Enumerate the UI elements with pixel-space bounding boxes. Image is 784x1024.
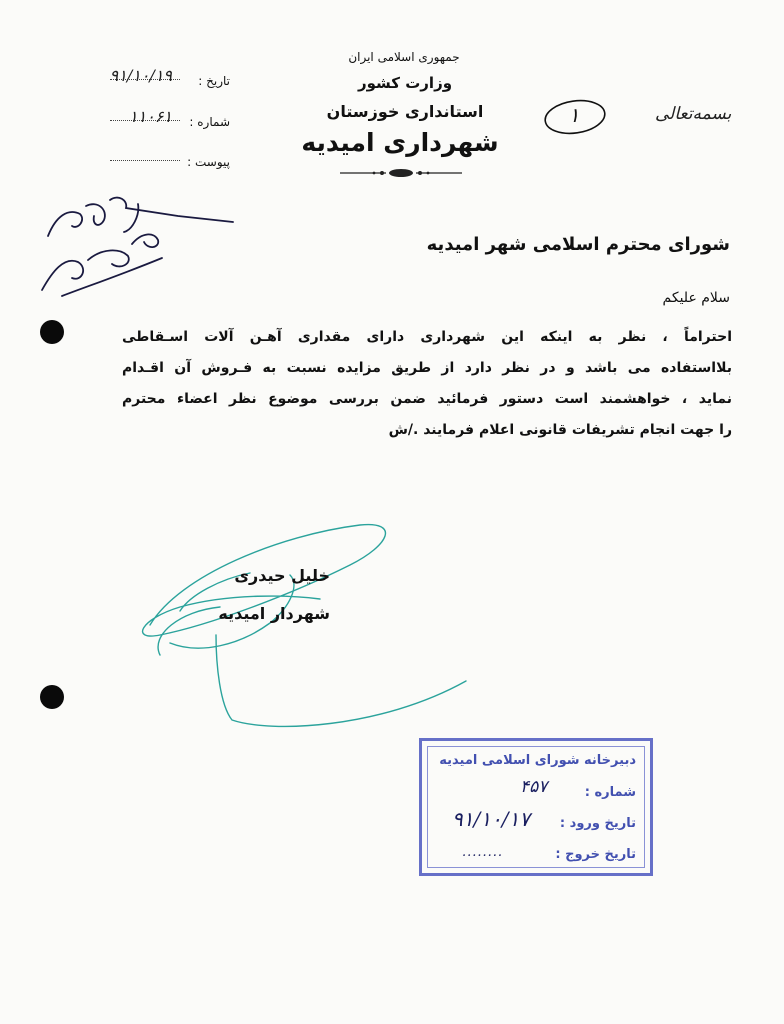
stamp-number-value: ۴۵۷ xyxy=(520,777,548,797)
date-value: ۹۱/۱۰/۱۹ xyxy=(109,66,172,85)
number-value: ۱۱۰۶۱ xyxy=(129,107,172,126)
signer-name: خلیل حیدری xyxy=(234,566,330,585)
ornament-divider-icon xyxy=(336,166,466,180)
municipality-heading: شهرداری امیدیه xyxy=(301,128,499,157)
page-number: ۱ xyxy=(568,103,580,127)
body-line: احتراماً ، نظر به اینکه این شهرداری دارای مقداری آهـن آلات اسـقاطی xyxy=(122,329,732,345)
date-label: تاریخ : xyxy=(198,74,230,88)
letter-body xyxy=(122,322,732,446)
country-heading: جمهوری اسلامی ایران xyxy=(348,50,460,64)
secretariat-stamp xyxy=(419,738,653,876)
stamp-exit-date-label: تاریخ خروج : xyxy=(555,847,636,862)
attachment-label: پیوست : xyxy=(187,155,230,169)
body-line: بلااستفاده می باشد و در نظر دارد از طریق مزایده نسبت به فـروش آن اقـدام xyxy=(122,360,732,376)
stamp-title: دبیرخانه شورای اسلامی امیدیه xyxy=(439,753,636,768)
stamp-number-label: شماره : xyxy=(584,785,636,800)
salutation: سلام علیکم xyxy=(662,290,730,306)
body-line: نماید ، خواهشمند است دستور فرمائید ضمن بررسی موضوع نظر اعضاء محترم xyxy=(122,391,732,407)
signature-scribble-icon xyxy=(120,515,470,745)
recipient-heading: شورای محترم اسلامی شهر امیدیه xyxy=(426,234,730,255)
ministry-heading: وزارت کشور xyxy=(357,74,453,92)
punch-hole xyxy=(40,685,64,709)
signer-title: شهردار امیدیه xyxy=(218,604,330,623)
body-line: را جهت انجام تشریفات قانونی اعلام فرمایند ./ش xyxy=(388,422,732,438)
stamp-exit-date-value: ........ xyxy=(462,845,504,860)
top-right-handwriting: بسمه‌تعالی xyxy=(655,104,732,124)
handwritten-note-icon xyxy=(28,186,248,306)
attachment-dotted-line xyxy=(110,160,180,161)
stamp-entry-date-value: ۹۱/۱۰/۱۷ xyxy=(452,807,530,831)
stamp-entry-date-label: تاریخ ورود : xyxy=(559,816,636,831)
province-heading: استانداری خوزستان xyxy=(326,102,484,121)
punch-hole xyxy=(40,320,64,344)
number-label: شماره : xyxy=(189,115,230,129)
